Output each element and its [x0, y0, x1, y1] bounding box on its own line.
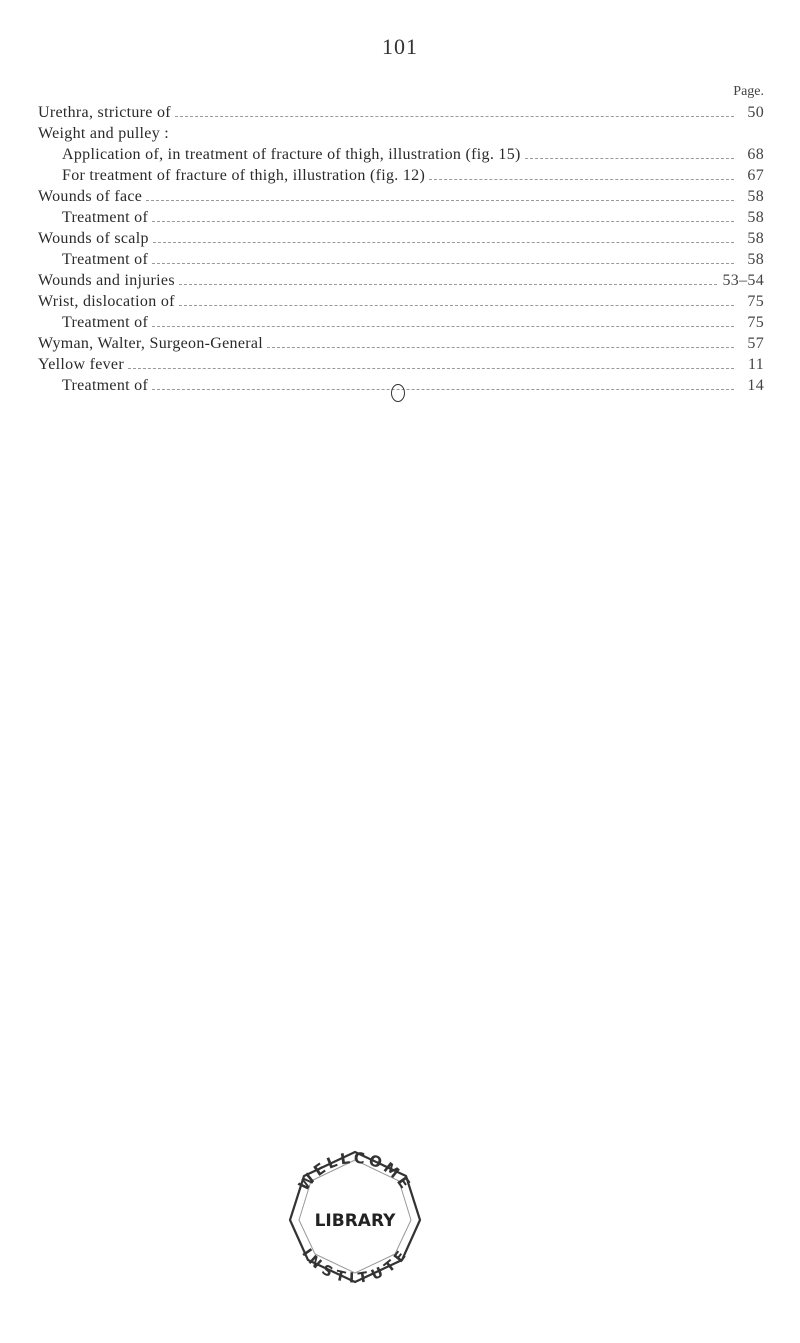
entry-term: Yellow fever — [38, 356, 124, 373]
dot-leader — [267, 347, 734, 348]
entry-term: Wounds and injuries — [38, 272, 175, 289]
entry-page: 75 — [747, 314, 764, 331]
dot-leader — [175, 116, 734, 117]
index-entry-wrist-dislocation — [38, 291, 764, 312]
index-entry-urethra — [38, 102, 764, 123]
index-subentry-application — [38, 144, 764, 165]
dot-leader — [152, 326, 734, 327]
dot-leader — [152, 221, 734, 222]
entry-page: 11 — [747, 356, 764, 373]
dot-leader — [152, 263, 734, 264]
entry-term: Application of, in treatment of fracture of thigh, illustration (fig. 15) — [62, 146, 521, 163]
entry-page: 14 — [747, 377, 764, 394]
library-stamp — [280, 1146, 430, 1286]
dot-leader — [179, 284, 717, 285]
dot-leader — [153, 242, 734, 243]
entry-page: 67 — [747, 167, 764, 184]
index-subentry-treatment — [38, 207, 764, 228]
entry-page: 53–54 — [722, 272, 764, 289]
index-subentry-treatment — [38, 312, 764, 333]
entry-term: Treatment of — [62, 314, 149, 331]
page-column-header: Page. — [733, 84, 764, 99]
entry-term: Wounds of scalp — [38, 230, 149, 247]
entry-page: 58 — [747, 251, 764, 268]
entry-page: 58 — [747, 209, 764, 226]
entry-page: 57 — [747, 335, 764, 352]
index-entry-yellow-fever — [38, 354, 764, 375]
stamp-top-text: WELLCOME — [294, 1148, 416, 1195]
index-entry-wounds-of-scalp — [38, 228, 764, 249]
entry-term: For treatment of fracture of thigh, illustration (fig. 12) — [62, 167, 426, 184]
entry-term: Wounds of face — [38, 188, 143, 205]
entry-page: 75 — [747, 293, 764, 310]
dot-leader — [179, 305, 734, 306]
index-entry-wounds-and-injuries — [38, 270, 764, 291]
dot-leader — [525, 158, 734, 159]
index-entry-wounds-of-face — [38, 186, 764, 207]
index-list — [38, 102, 764, 396]
index-entry-wyman — [38, 333, 764, 354]
entry-term: Weight and pulley : — [38, 125, 170, 142]
dot-leader — [152, 389, 734, 390]
stamp-center-text: LIBRARY — [314, 1211, 396, 1231]
entry-page: 68 — [747, 146, 764, 163]
index-subentry-for-treatment — [38, 165, 764, 186]
page-number: 101 — [382, 34, 418, 59]
index-subentry-treatment — [38, 249, 764, 270]
entry-term: Treatment of — [62, 251, 149, 268]
entry-term: Urethra, stricture of — [38, 104, 171, 121]
dot-leader — [128, 368, 734, 369]
entry-page: 58 — [747, 188, 764, 205]
entry-term: Wrist, dislocation of — [38, 293, 175, 310]
stamp-bottom-text: INSTITUTE — [298, 1246, 412, 1286]
entry-term: Wyman, Walter, Surgeon-General — [38, 335, 263, 352]
entry-page: 50 — [747, 104, 764, 121]
entry-page: 58 — [747, 230, 764, 247]
dot-leader — [429, 179, 734, 180]
end-ornament — [391, 384, 405, 402]
index-entry-weight-and-pulley — [38, 123, 764, 144]
entry-term: Treatment of — [62, 209, 149, 226]
entry-term: Treatment of — [62, 377, 149, 394]
dot-leader — [146, 200, 734, 201]
